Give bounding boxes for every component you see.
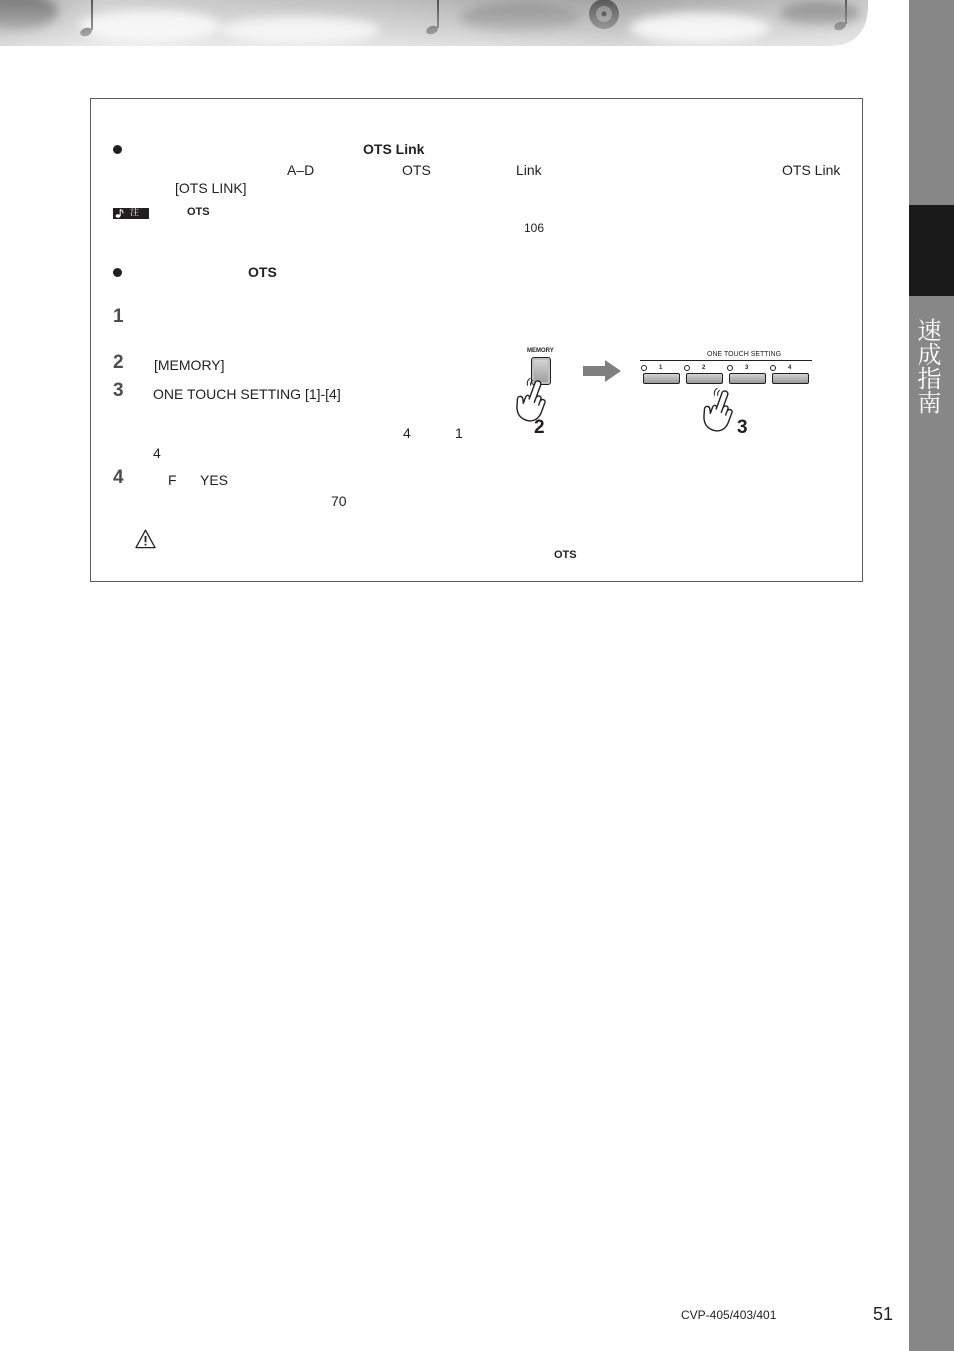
arrow-right-icon: [583, 360, 621, 382]
sidebar-strip: [909, 0, 954, 1351]
step-number: 2: [113, 352, 124, 373]
inline-term: A–D: [287, 162, 315, 178]
sidebar-section-title: 速成指南: [913, 318, 941, 414]
panel-label: ONE TOUCH SETTING: [707, 351, 782, 358]
hand-pointer-icon: [513, 378, 551, 422]
one-touch-button-3: [729, 373, 766, 384]
one-touch-button-4: [772, 373, 809, 384]
led-indicator: [641, 365, 647, 371]
section-heading-ots-link: OTS Link: [363, 141, 425, 157]
panel-divider: [640, 360, 812, 361]
inline-number: 4: [403, 425, 411, 441]
music-note-icon: [115, 209, 124, 218]
one-touch-button-1: [643, 373, 680, 384]
content-box: [90, 98, 863, 582]
led-indicator: [727, 365, 733, 371]
section-heading-ots: OTS: [248, 264, 277, 280]
step-number: 4: [113, 467, 124, 488]
panel-button-number: 4: [788, 365, 792, 371]
note-label: 注: [130, 208, 140, 218]
warning-icon: [135, 529, 156, 549]
page-reference: 70: [331, 493, 347, 509]
page-reference: 106: [524, 221, 545, 235]
note-term: OTS: [187, 206, 210, 218]
inline-number: 4: [153, 445, 161, 461]
bullet-dot: [113, 268, 122, 277]
bullet-dot: [113, 145, 122, 154]
sidebar-tab-marker: [909, 205, 954, 296]
inline-term: OTS: [402, 162, 431, 178]
step-callout: 2: [534, 417, 545, 438]
led-indicator: [770, 365, 776, 371]
caution-term: OTS: [554, 549, 577, 561]
page-number: 51: [873, 1304, 894, 1324]
button-reference-ots-link: [OTS LINK]: [175, 180, 247, 196]
led-indicator: [684, 365, 690, 371]
step-callout: 3: [737, 417, 748, 438]
footer-model: CVP-405/403/401: [681, 1308, 777, 1322]
panel-button-number: 1: [659, 365, 663, 371]
button-reference-one-touch-setting: ONE TOUCH SETTING [1]-[4]: [153, 386, 341, 402]
panel-button-number: 2: [702, 365, 706, 371]
header-banner: [0, 0, 870, 47]
button-reference-memory: [MEMORY]: [154, 357, 225, 373]
inline-term: OTS Link: [782, 162, 841, 178]
step-number: 3: [113, 380, 124, 401]
button-reference-f: F: [168, 472, 177, 488]
inline-number: 1: [455, 425, 463, 441]
one-touch-button-2: [686, 373, 723, 384]
option-yes: YES: [200, 472, 229, 488]
inline-term: Link: [516, 162, 542, 178]
panel-button-number: 3: [745, 365, 749, 371]
memory-button-label: MEMORY: [527, 348, 554, 354]
note-badge: [113, 208, 149, 219]
step-number: 1: [113, 306, 124, 327]
hand-pointer-icon: [700, 388, 738, 432]
